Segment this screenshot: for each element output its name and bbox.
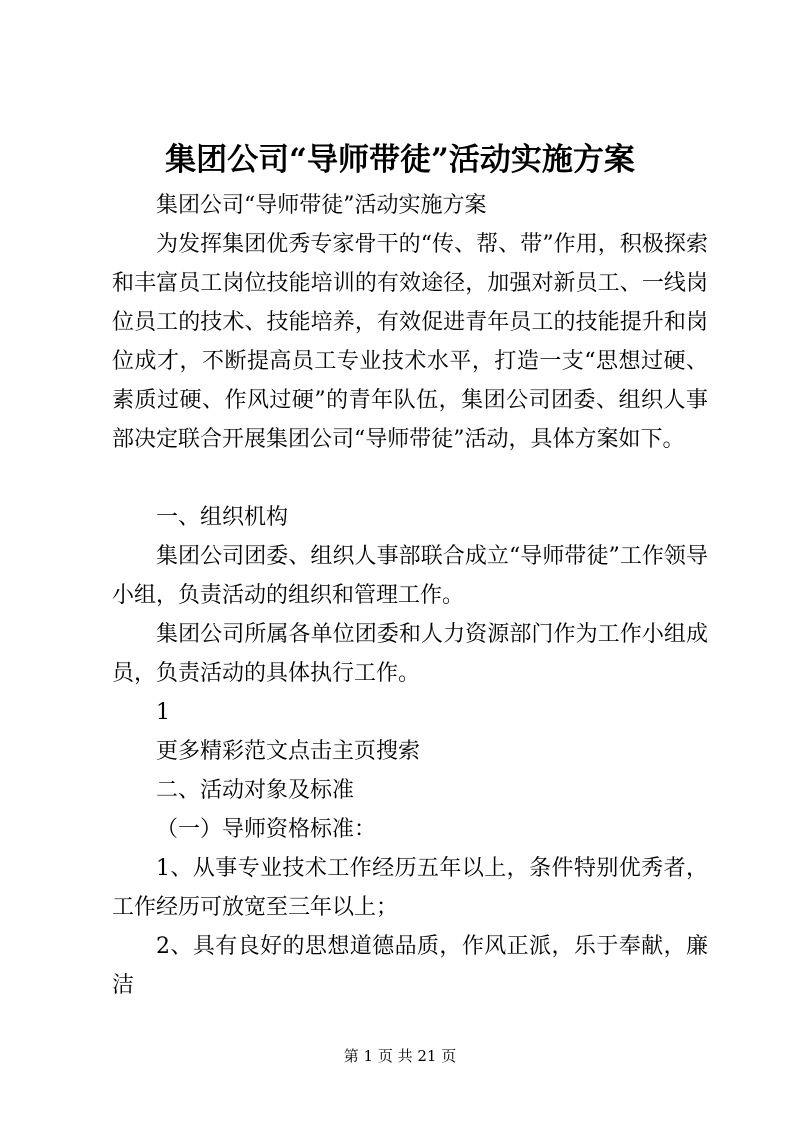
organization-paragraph-2: 集团公司所属各单位团委和人力资源部门作为工作小组成员，负责活动的具体执行工作。 bbox=[112, 622, 708, 686]
subsection-heading-mentor-criteria: （一）导师资格标准： bbox=[156, 817, 377, 842]
criteria-item-1: 1、从事专业技术工作经历五年以上，条件特别优秀者，工作经历可放宽至三年以上； bbox=[112, 856, 708, 920]
document-subtitle: 集团公司“导师带徒”活动实施方案 bbox=[156, 193, 487, 218]
promo-link-text: 更多精彩范文点击主页搜索 bbox=[156, 739, 421, 764]
document-body bbox=[112, 186, 708, 1005]
criteria-item-2: 2、具有良好的思想道德品质，作风正派，乐于奉献，廉洁 bbox=[112, 934, 708, 998]
section-heading-participants: 二、活动对象及标准 bbox=[156, 778, 355, 803]
organization-paragraph-1: 集团公司团委、组织人事部联合成立“导师带徒”工作领导小组，负责活动的组织和管理工作。 bbox=[112, 544, 708, 608]
page-footer: 第 1 页 共 21 页 bbox=[343, 1047, 457, 1065]
page-marker: 1 bbox=[156, 700, 170, 725]
document-title: 集团公司“导师带徒”活动实施方案 bbox=[165, 142, 635, 178]
blank-line bbox=[112, 459, 708, 498]
intro-paragraph: 为发挥集团优秀专家骨干的“传、帮、带”作用，积极探索和丰富员工岗位技能培训的有效途径，加强对新员工、一线岗位员工的技术、技能培养，有效促进青年员工的技能提升和岗位成才，不断提高员工专业技术水平，打造一支“思想过硬、素质过硬、作风过硬”的青年队伍，集团公司团委、组织人事部决定联合开展集团公司“导师带徒”活动，具体方案如下。 bbox=[112, 232, 708, 452]
section-heading-organization: 一、组织机构 bbox=[156, 505, 289, 530]
